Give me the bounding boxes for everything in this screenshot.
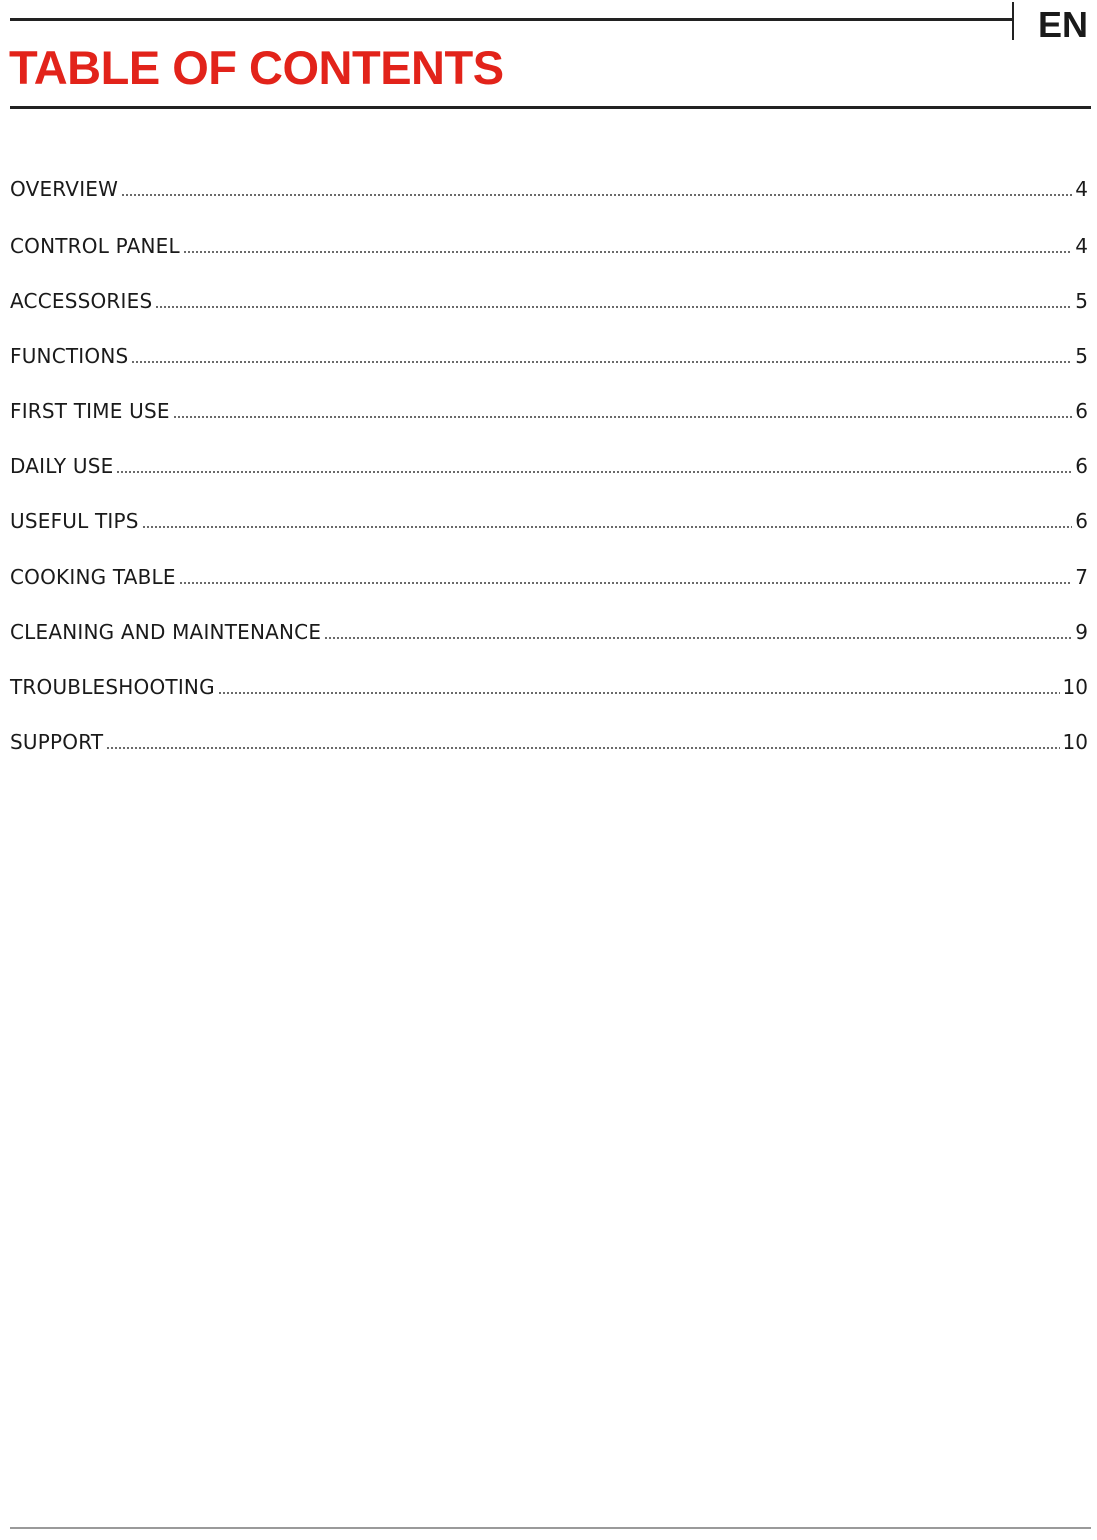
language-divider: [1012, 2, 1014, 40]
footer-rule: [10, 1527, 1091, 1529]
toc-entry-label: COOKING TABLE: [10, 565, 176, 589]
header-top-rule: [10, 18, 1013, 21]
toc-entry-label: FIRST TIME USE: [10, 399, 170, 423]
toc-entry-troubleshooting[interactable]: [10, 673, 1088, 701]
toc-entry-support[interactable]: [10, 728, 1088, 756]
toc-entry-first-time-use[interactable]: [10, 397, 1088, 425]
toc-entry-cooking-table[interactable]: [10, 563, 1088, 591]
dot-leader: [131, 361, 1072, 363]
toc-entry-overview[interactable]: [10, 175, 1088, 203]
toc-entry-accessories[interactable]: [10, 287, 1088, 315]
toc-entry-page: 5: [1075, 289, 1088, 313]
toc-entry-functions[interactable]: [10, 342, 1088, 370]
toc-entry-label: SUPPORT: [10, 730, 104, 754]
toc-entry-useful-tips[interactable]: [10, 507, 1088, 535]
toc-entry-page: 5: [1075, 344, 1088, 368]
toc-entry-label: OVERVIEW: [10, 177, 119, 201]
title-rule: [10, 106, 1091, 109]
toc-entry-label: CLEANING AND MAINTENANCE: [10, 620, 322, 644]
dot-leader: [183, 251, 1072, 253]
toc-entry-label: CONTROL PANEL: [10, 234, 180, 258]
toc-entry-control-panel[interactable]: [10, 232, 1088, 260]
dot-leader: [121, 194, 1072, 196]
dot-leader: [173, 416, 1073, 418]
toc-entry-label: TROUBLESHOOTING: [10, 675, 215, 699]
dot-leader: [218, 692, 1060, 694]
dot-leader: [155, 306, 1072, 308]
language-code: EN: [1037, 4, 1088, 45]
toc-entry-page: 10: [1062, 730, 1088, 754]
dot-leader: [179, 582, 1073, 584]
toc-entry-page: 10: [1062, 675, 1088, 699]
page-title: TABLE OF CONTENTS: [9, 41, 504, 94]
toc-entry-page: 6: [1075, 399, 1088, 423]
dot-leader: [116, 471, 1072, 473]
toc-entry-cleaning-and-maintenance[interactable]: [10, 618, 1088, 646]
toc-entry-page: 6: [1075, 509, 1088, 533]
toc-entry-page: 6: [1075, 454, 1088, 478]
dot-leader: [142, 526, 1073, 528]
toc-entry-page: 9: [1075, 620, 1088, 644]
toc-entry-page: 7: [1075, 565, 1088, 589]
toc-entry-label: FUNCTIONS: [10, 344, 129, 368]
dot-leader: [106, 747, 1059, 749]
toc-entry-page: 4: [1075, 177, 1088, 201]
toc-entry-label: DAILY USE: [10, 454, 114, 478]
toc-entry-daily-use[interactable]: [10, 452, 1088, 480]
toc-entry-label: USEFUL TIPS: [10, 509, 139, 533]
toc-entry-label: ACCESSORIES: [10, 289, 153, 313]
dot-leader: [324, 637, 1072, 639]
toc-entry-page: 4: [1075, 234, 1088, 258]
